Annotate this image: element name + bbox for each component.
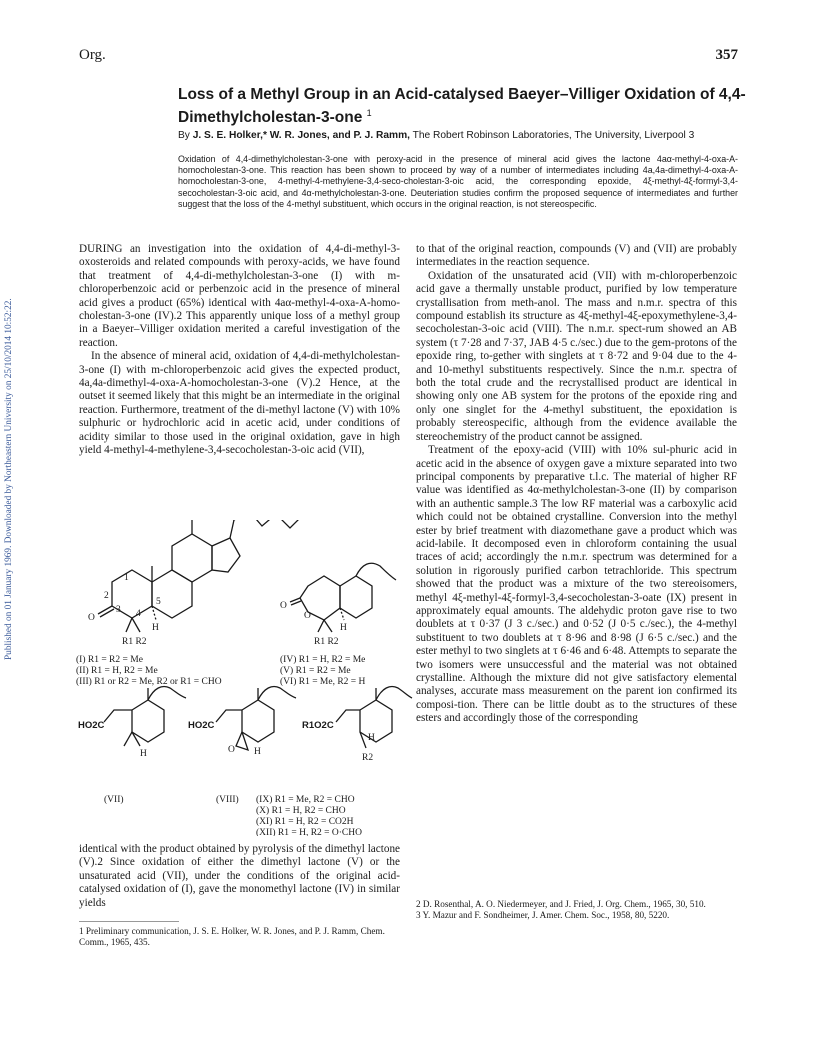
r1-bond [318, 620, 324, 632]
compound-iv-labels [280, 601, 347, 647]
side-chain [230, 520, 302, 538]
ring-number: 2 [104, 591, 109, 601]
left-column-bottom [79, 843, 400, 910]
r2-bond [324, 620, 332, 632]
download-note: Published on 01 January 1969. Downloaded by Northeastern University on 25/10/2014 10:52:22. [4, 298, 14, 660]
label-vii: (VII) [104, 795, 124, 805]
left-column-top [79, 243, 400, 458]
legend-i: (I) R1 = R2 = Me [76, 655, 143, 665]
compound-i-labels [88, 573, 161, 647]
hydrogen-label: H [340, 623, 347, 633]
paragraph: Treatment of the epoxy-acid (VIII) with 10% sul-phuric acid in acetic acid in the absence of oxygen gave a mixture separated into two principal components by preparative t.l.c. The material of higher RF value was identified as 4α-methylcholestan-3-one (II) by comparison with an authentic sample.3 The low RF material was a carboxylic acid which could not be obtained crystalline. Conversion into the methyl ester by brief treatment with diazomethane gave a product which was acid-labile. It decomposed even in chloroform containing the usual traces of acid; accordingly the n.m.r. spectrum was determined for a solution in rigorously purified carbon tetrachloride. This spectrum showed that the product was a mixture of the two stereoisomers, methyl 4ξ-methyl-4ξ-formyl-3,4-secocholestan-3-oate (IX) present in approximately equal amounts. The aldehydic proton gave rise to two doublets at τ 0·37 (J 3 c./sec.) and 0·52 (J 0·5 c./sec.), the 4-methyl substituent to two doublets at τ 8·96 and 8·98 (J 6·5 c./sec.) and the ester methyl to two singlets at τ 6·46 and 6·48. Attempts to separate the two isomers were unsuccessful and the material was not obtained crystalline. Although the mixture did not give satisfactory elemental analyses, accurate mass measurement on the parent ion confirmed its composi-tion. There can be little doubt as to the structures of these esters and accordingly those of the corresponding [416, 444, 737, 725]
acid-chain [104, 710, 132, 722]
download-watermark [4, 220, 18, 660]
hydrogen-label: H [254, 747, 261, 757]
chemical-structures [70, 520, 415, 836]
ring-b-vii [132, 700, 164, 742]
abstract: Oxidation of 4,4-dimethylcholestan-3-one with peroxy-acid in the presence of mineral acid gives the lactone 4aα-methyl-4-oxa-A-homocholestan-3-one. This reaction has been shown to proceed by way of a number of intermediates including 4a,4a-dimethyl-4-oxa-A-homocholestan-3-one, 4-methyl-4-methylene-3,4-seco-cholestan-3-oic acid, the corresponding epoxide, 4ξ-methyl-4ξ-formyl-3,4-secocholestan-3-oic acid, and 4α-methylcholestan-3-one. Deuteriation studies confirm the proposed sequence of intermediates and further suggest that the loss of the 4-methyl substituent, which occurs in the original reaction, is not stereospecific. [178, 154, 738, 209]
ring-oxygen-label: O [304, 611, 311, 621]
legend-v: (V) R1 = R2 = Me [280, 666, 351, 676]
paragraph: In the absence of mineral acid, oxidation of 4,4-di-methylcholestan-3-one (I) with m-chloroperbenzoic acid gives the expected product, 4a,4a-dimethyl-4-oxa-A-homocholestan-3-one (V).2 Hence, at the outset it seemed likely that this might be an intermediate in the original reaction. Furthermore, treatment of the di-methyl lactone (V) with 10% sulphuric or hydrochloric acid in acetic acid, under conditions of acidity similar to those used in the original oxidation, gave in high yield 4-methyl-4-methylene-3,4-secocholestan-3-oic acid (VII), [79, 350, 400, 457]
ring-number: 3 [116, 605, 121, 615]
hydrogen-label: H [152, 623, 159, 633]
ring-b-viii [242, 700, 274, 742]
ring-b-lactone [340, 576, 372, 618]
r-pair-label: R1 R2 [122, 637, 147, 647]
title-text: Loss of a Methyl Group in an Acid-catalysed Baeyer–Villiger Oxidation of 4,4-Dimethylcholestan-3-one [178, 86, 746, 127]
by-word: By [178, 130, 190, 141]
ring-c-wavy [258, 687, 296, 701]
label-viii: (VIII) [216, 795, 239, 805]
hydrogen-label: H [368, 733, 375, 743]
r-pair-label: R1 R2 [314, 637, 339, 647]
carbonyl-bond [98, 606, 112, 614]
title-footnote-ref: 1 [366, 108, 372, 118]
r1o2c-label: R1O2C [302, 720, 334, 731]
oxygen-label: O [88, 613, 95, 623]
author-line [178, 130, 758, 141]
paragraph: to that of the original reaction, compounds (V) and (VII) are probably intermediates in the reaction sequence. [416, 243, 737, 269]
ho2c-label-viii: HO2C [188, 720, 215, 731]
epoxide-oxygen: O [228, 745, 235, 755]
legend-ii: (II) R1 = H, R2 = Me [76, 666, 158, 676]
legend-xii: (XII) R1 = H, R2 = O·CHO [256, 828, 362, 836]
legend-iv: (IV) R1 = H, R2 = Me [280, 655, 366, 665]
legend-iii: (III) R1 or R2 = Me, R2 or R1 = CHO [76, 677, 222, 687]
ring-c [172, 534, 212, 582]
methylene-bond [124, 732, 132, 746]
ring-number: 4 [136, 609, 141, 619]
right-column [416, 243, 737, 726]
page-number: 357 [715, 47, 738, 63]
ring-d [212, 538, 240, 572]
journal-name: Org. [79, 47, 106, 63]
ring-b-ix [360, 700, 392, 742]
footnote: 1 Preliminary communication, J. S. E. Holker, W. R. Jones, and P. J. Ramm, Chem. Comm., 1965, 435. [79, 926, 385, 947]
legend-ix: (IX) R1 = Me, R2 = CHO [256, 795, 355, 805]
footnote: 2 D. Rosenthal, A. O. Niedermeyer, and J. Fried, J. Org. Chem., 1965, 30, 510. [416, 899, 706, 909]
legend-vi: (VI) R1 = Me, R2 = H [280, 677, 366, 687]
ho2c-label-vii: HO2C [78, 720, 105, 731]
r2-label: R2 [362, 753, 374, 763]
r1-bond [126, 618, 132, 632]
paragraph: identical with the product obtained by pyrolysis of the dimethyl lactone (V).2 Since oxidation of either the dimethyl lactone (V) or the unsaturated acid (VII), under the conditions of the original acid-catalysed oxidation of (I), gave the monomethyl lactone (IV) in similar yields [79, 843, 400, 909]
carbonyl-bond [100, 609, 114, 617]
structure-figure [70, 520, 415, 836]
affiliation: The Robert Robinson Laboratories, The University, Liverpool 3 [412, 130, 695, 141]
hydrogen-label: H [140, 749, 147, 759]
author-names: J. S. E. Holker,* W. R. Jones, and P. J. Ramm, [192, 130, 410, 141]
footnote-rule [79, 921, 179, 922]
ring-c-wavy [148, 687, 186, 701]
legend-xi: (XI) R1 = H, R2 = CO2H [256, 817, 354, 827]
acid-chain [216, 710, 242, 722]
ring-c-wavy [356, 563, 396, 580]
paragraph: DURING an investigation into the oxidation of 4,4-di-methyl-3-oxosteroids and related compounds with peroxy-acids, we have found that treatment of 4,4-di-methylcholestan-3-one (I) with m-chloroperbenzoic acid or perbenzoic acid in the presence of mineral acid gives a product (65%) identical with 4aα-methyl-4-oxa-A-homo-cholestan-3-one (IV).2 This apparently unique loss of a methyl group in a Baeyer–Villiger oxidation merited a careful investigation of the reaction. [79, 243, 400, 349]
footnotes-left [79, 921, 400, 948]
article-title [178, 86, 758, 127]
footnotes-right [416, 899, 737, 921]
paragraph: Oxidation of the unsaturated acid (VII) with m-chloroperbenzoic acid gave a thermally unstable product, purified by low temperature crystallisation from meth-anol. The mass and n.m.r. spectra of this compound establish its structure as 4ξ-methyl-4ξ-epoxymethylene-3,4-secocholestan-3-oic acid (VIII). The n.m.r. spect-rum showed an AB system (τ 7·28 and 7·37, JAB 4·5 c./sec.) due to the gem-protons of the epoxide ring, to-gether with singlets at τ 8·72 and 9·04 due to the 4- and 10-methyl substituents respectively. Since the n.m.r. spectra of both the total crude and the recrystallised product are identical in showing only one AB system for the protons of the epoxide ring and only one singlet for the 4-methyl substituent, the epoxidation is probably stereospecific, although from the evidence available the stereochemistry of the product cannot be assigned. [416, 269, 737, 443]
ring-number: 1 [124, 573, 129, 583]
legend-x: (X) R1 = H, R2 = CHO [256, 806, 346, 816]
footnote: 3 Y. Mazur and F. Sondheimer, J. Amer. Chem. Soc., 1958, 80, 5220. [416, 910, 670, 920]
ring-c-wavy [376, 687, 412, 701]
ring-b [152, 570, 192, 618]
ester-chain [336, 710, 360, 722]
r2-bond [132, 618, 140, 632]
ring-number: 5 [156, 597, 161, 607]
oxygen-label: O [280, 601, 287, 611]
